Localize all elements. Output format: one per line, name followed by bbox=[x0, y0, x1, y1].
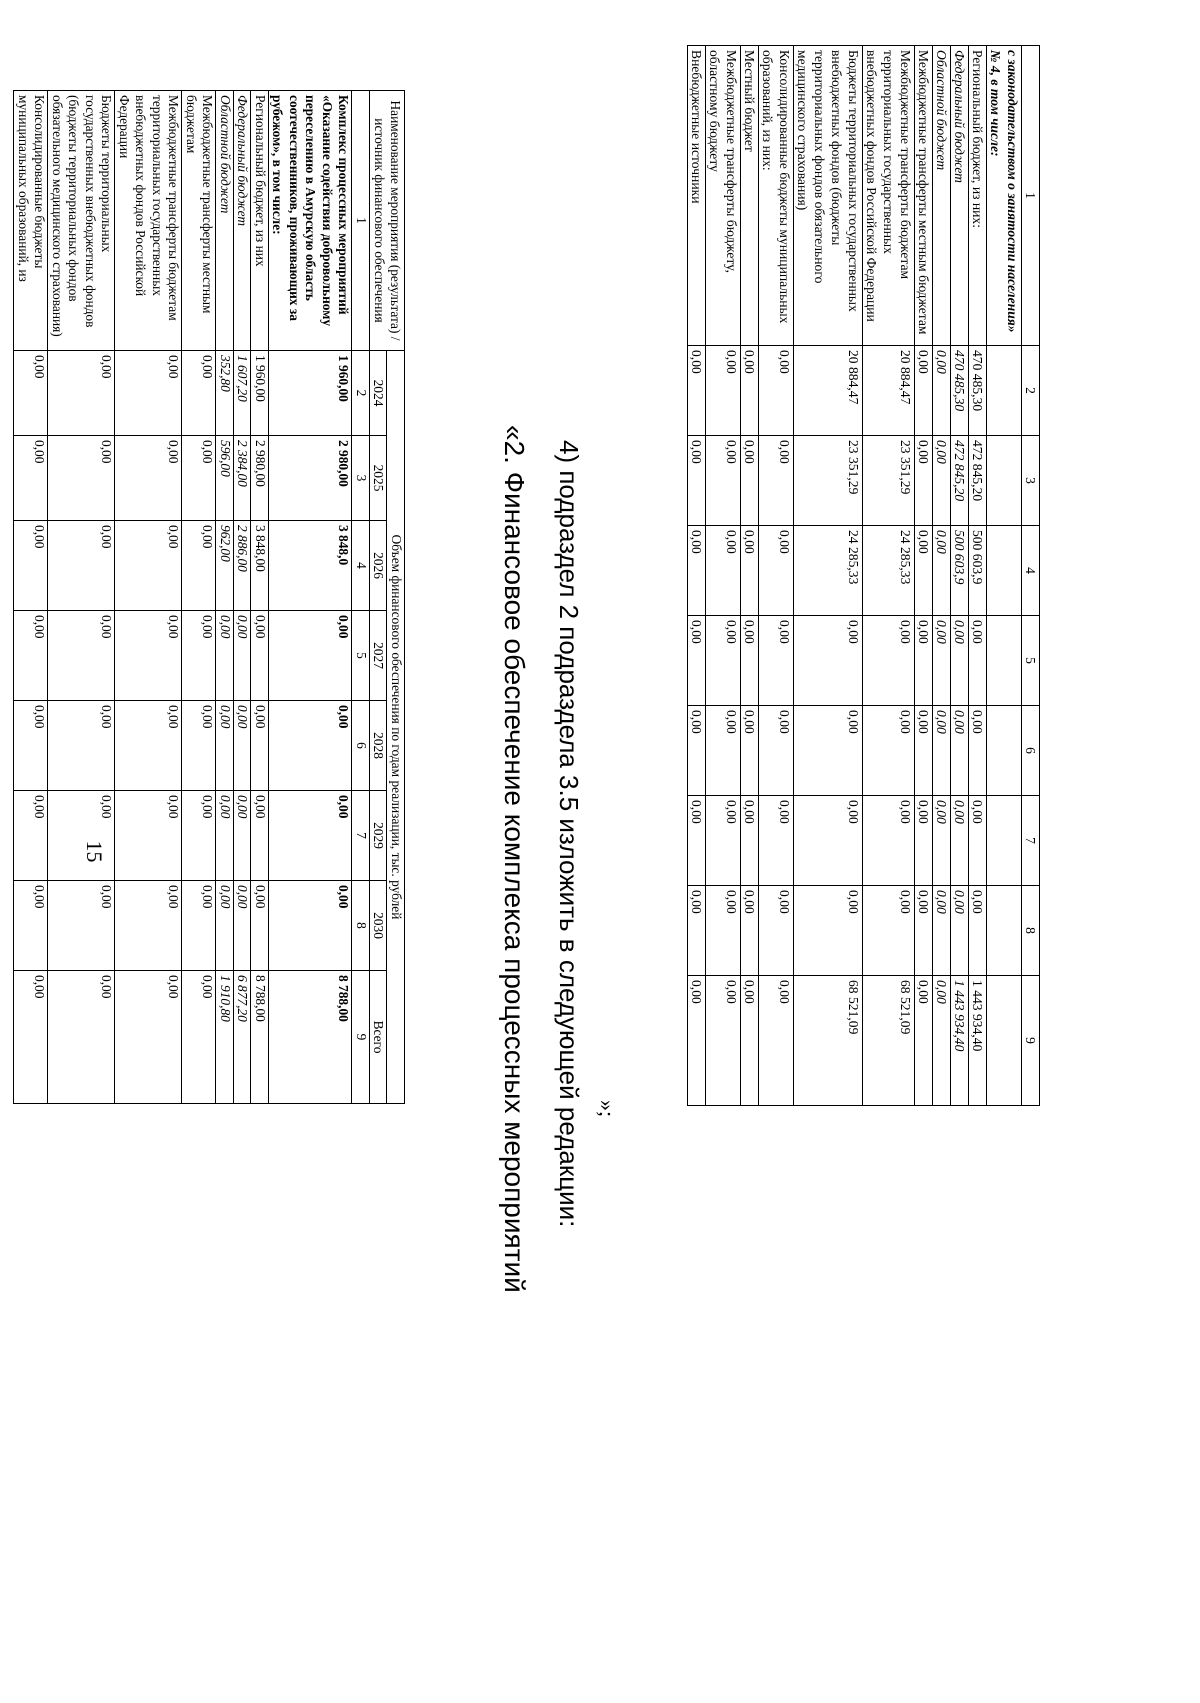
table-row bbox=[741, 46, 759, 1106]
value-cell: 0,00 bbox=[115, 881, 182, 971]
value-cell: 0,00 bbox=[688, 886, 706, 976]
value-cell: 0,00 bbox=[741, 526, 759, 616]
value-cell: 0,00 bbox=[115, 436, 182, 521]
year-header-cell: 2026 bbox=[370, 521, 388, 611]
closing-quote: »; bbox=[595, 1100, 620, 1118]
value-cell: 0,00 bbox=[915, 436, 933, 526]
value-cell: 0,00 bbox=[14, 351, 48, 436]
row-label-cell: Межбюджетные трансферты местным бюджетам bbox=[915, 46, 933, 346]
value-cell: 1 910,80 bbox=[216, 971, 234, 1104]
value-cell: 0,00 bbox=[48, 971, 115, 1104]
column-number-cell: 8 bbox=[352, 881, 370, 971]
value-cell: 0,00 bbox=[933, 526, 951, 616]
value-cell: 0,00 bbox=[969, 616, 987, 706]
section-title: «2. Финансовое обеспечение комплекса процессных мероприятий bbox=[499, 425, 530, 1293]
value-cell: 0,00 bbox=[269, 881, 353, 971]
value-cell: 0,00 bbox=[48, 611, 115, 701]
value-cell: 24 285,33 bbox=[794, 526, 863, 616]
column-number-cell: 1 bbox=[1022, 46, 1040, 346]
value-cell: 2 980,00 bbox=[269, 436, 353, 521]
value-cell: 0,00 bbox=[182, 351, 216, 436]
column-number-cell: 4 bbox=[1022, 526, 1040, 616]
value-cell: 0,00 bbox=[182, 971, 216, 1104]
value-cell: 0,00 bbox=[933, 796, 951, 886]
value-cell: 0,00 bbox=[182, 611, 216, 701]
value-cell: 0,00 bbox=[933, 706, 951, 796]
value-cell: 470 485,30 bbox=[951, 346, 969, 436]
value-cell: 0,00 bbox=[759, 706, 794, 796]
value-cell: 0,00 bbox=[269, 701, 353, 791]
row-label-cell: Областной бюджет bbox=[933, 46, 951, 346]
table-row bbox=[115, 91, 182, 1104]
row-label-cell: Федеральный бюджет bbox=[951, 46, 969, 346]
value-cell: 0,00 bbox=[706, 526, 741, 616]
row-label-cell: Консолидированные бюджеты муниципальных образований, из bbox=[14, 91, 48, 351]
value-cell: 2 886,00 bbox=[234, 521, 252, 611]
row-label-cell: Межбюджетные трансферты местным бюджетам bbox=[182, 91, 216, 351]
value-cell: 0,00 bbox=[48, 881, 115, 971]
value-cell: 0,00 bbox=[759, 796, 794, 886]
column-number-row bbox=[1022, 46, 1040, 1106]
value-cell: 0,00 bbox=[706, 886, 741, 976]
funding-table-continued bbox=[687, 45, 1040, 1106]
value-cell: 0,00 bbox=[706, 616, 741, 706]
value-cell: 3 848,0 bbox=[269, 521, 353, 611]
value-cell: 68 521,09 bbox=[794, 976, 863, 1106]
value-cell: 0,00 bbox=[182, 791, 216, 881]
row-label-cell: Федеральный бюджет bbox=[234, 91, 252, 351]
value-cell: 2 384,00 bbox=[234, 436, 252, 521]
value-cell: 0,00 bbox=[794, 796, 863, 886]
value-cell: 2 980,00 bbox=[251, 436, 269, 521]
value-cell: 0,00 bbox=[933, 886, 951, 976]
value-cell: 0,00 bbox=[759, 346, 794, 436]
value-cell: 0,00 bbox=[951, 706, 969, 796]
value-cell: 0,00 bbox=[688, 616, 706, 706]
year-header-cell: 2024 bbox=[370, 351, 388, 436]
table-row bbox=[269, 91, 353, 1104]
table-row bbox=[863, 46, 915, 1106]
empty-cell bbox=[987, 706, 1022, 796]
value-cell: 0,00 bbox=[688, 976, 706, 1106]
row-label-cell: Внебюджетные источники bbox=[688, 46, 706, 346]
value-cell: 0,00 bbox=[48, 436, 115, 521]
table-row bbox=[234, 91, 252, 1104]
value-cell: 0,00 bbox=[969, 886, 987, 976]
value-cell: 20 884,47 bbox=[794, 346, 863, 436]
column-number-row bbox=[352, 91, 370, 1104]
column-number-cell: 3 bbox=[352, 436, 370, 521]
column-number-cell: 1 bbox=[352, 91, 370, 351]
table-row bbox=[969, 46, 987, 1106]
value-cell: 472 845,20 bbox=[969, 436, 987, 526]
column-number-cell: 5 bbox=[1022, 616, 1040, 706]
value-cell: 0,00 bbox=[915, 526, 933, 616]
table-row bbox=[14, 91, 48, 1104]
column-number-cell: 9 bbox=[352, 971, 370, 1104]
value-cell: 0,00 bbox=[14, 971, 48, 1104]
empty-cell bbox=[987, 886, 1022, 976]
value-cell: 0,00 bbox=[182, 436, 216, 521]
value-cell: 0,00 bbox=[915, 886, 933, 976]
value-cell: 0,00 bbox=[915, 346, 933, 436]
value-cell: 0,00 bbox=[794, 616, 863, 706]
value-cell: 8 788,00 bbox=[251, 971, 269, 1104]
value-cell: 0,00 bbox=[794, 886, 863, 976]
rotated-page bbox=[16, 10, 1180, 1693]
value-cell: 0,00 bbox=[969, 706, 987, 796]
value-cell: 0,00 bbox=[251, 791, 269, 881]
value-cell: 24 285,33 bbox=[863, 526, 915, 616]
volume-header-cell: Объем финансового обеспечения по годам реализации, тыс. рублей bbox=[387, 351, 405, 1104]
value-cell: 1 443 934,40 bbox=[969, 976, 987, 1106]
value-cell: 0,00 bbox=[14, 701, 48, 791]
value-cell: 1 443 934,40 bbox=[951, 976, 969, 1106]
column-number-cell: 9 bbox=[1022, 976, 1040, 1106]
value-cell: 0,00 bbox=[251, 701, 269, 791]
empty-cell bbox=[987, 616, 1022, 706]
value-cell: 0,00 bbox=[688, 796, 706, 886]
empty-cell bbox=[987, 976, 1022, 1106]
value-cell: 0,00 bbox=[115, 521, 182, 611]
value-cell: 0,00 bbox=[269, 791, 353, 881]
row-label-cell: Бюджеты территориальных государственных внебюджетных фондов (бюджеты территориальных фондов обязательного медицинского страхования) bbox=[48, 91, 115, 351]
value-cell: 0,00 bbox=[759, 976, 794, 1106]
column-number-cell: 7 bbox=[352, 791, 370, 881]
value-cell: 0,00 bbox=[234, 611, 252, 701]
value-cell: 0,00 bbox=[115, 701, 182, 791]
row-label-cell: Областной бюджет bbox=[216, 91, 234, 351]
value-cell: 0,00 bbox=[969, 796, 987, 886]
column-number-cell: 3 bbox=[1022, 436, 1040, 526]
value-cell: 0,00 bbox=[933, 346, 951, 436]
value-cell: 0,00 bbox=[706, 976, 741, 1106]
value-cell: 0,00 bbox=[182, 701, 216, 791]
value-cell: 0,00 bbox=[863, 886, 915, 976]
value-cell: 0,00 bbox=[741, 976, 759, 1106]
value-cell: 0,00 bbox=[115, 611, 182, 701]
value-cell: 0,00 bbox=[915, 976, 933, 1106]
empty-cell bbox=[987, 346, 1022, 436]
table-row bbox=[933, 46, 951, 1106]
table-row bbox=[794, 46, 863, 1106]
value-cell: 0,00 bbox=[216, 611, 234, 701]
value-cell: 0,00 bbox=[182, 521, 216, 611]
table-row bbox=[987, 46, 1022, 1106]
empty-cell bbox=[987, 796, 1022, 886]
value-cell: 3 848,00 bbox=[251, 521, 269, 611]
value-cell: 500 603,9 bbox=[969, 526, 987, 616]
row-label-cell: Межбюджетные трансферты бюджету, областному бюджету bbox=[706, 46, 741, 346]
value-cell: 962,00 bbox=[216, 521, 234, 611]
process-measures-funding-table bbox=[14, 90, 406, 1104]
year-header-cell: 2028 bbox=[370, 701, 388, 791]
value-cell: 0,00 bbox=[741, 886, 759, 976]
value-cell: 0,00 bbox=[951, 886, 969, 976]
row-label-cell: Местный бюджет bbox=[741, 46, 759, 346]
value-cell: 0,00 bbox=[115, 971, 182, 1104]
value-cell: 470 485,30 bbox=[969, 346, 987, 436]
value-cell: 0,00 bbox=[234, 881, 252, 971]
table-row bbox=[182, 91, 216, 1104]
value-cell: 0,00 bbox=[951, 796, 969, 886]
value-cell: 0,00 bbox=[251, 611, 269, 701]
row-label-cell: Межбюджетные трансферты бюджетам территориальных государственных внебюджетных фондов Российской Федерации bbox=[115, 91, 182, 351]
value-cell: 0,00 bbox=[951, 616, 969, 706]
value-cell: 472 845,20 bbox=[951, 436, 969, 526]
year-header-cell: 2029 bbox=[370, 791, 388, 881]
value-cell: 23 351,29 bbox=[863, 436, 915, 526]
table-row bbox=[915, 46, 933, 1106]
row-label-cell: Региональный бюджет, из них: bbox=[969, 46, 987, 346]
table-row bbox=[216, 91, 234, 1104]
value-cell: 0,00 bbox=[688, 706, 706, 796]
column-number-cell: 5 bbox=[352, 611, 370, 701]
column-number-cell: 4 bbox=[352, 521, 370, 611]
value-cell: 0,00 bbox=[269, 611, 353, 701]
table-row bbox=[759, 46, 794, 1106]
value-cell: 1 960,00 bbox=[251, 351, 269, 436]
value-cell: 8 788,00 bbox=[269, 971, 353, 1104]
value-cell: 0,00 bbox=[115, 351, 182, 436]
value-cell: 0,00 bbox=[915, 616, 933, 706]
value-cell: 0,00 bbox=[741, 706, 759, 796]
value-cell: 0,00 bbox=[688, 436, 706, 526]
value-cell: 0,00 bbox=[706, 796, 741, 886]
value-cell: 0,00 bbox=[234, 701, 252, 791]
value-cell: 0,00 bbox=[915, 796, 933, 886]
value-cell: 0,00 bbox=[741, 616, 759, 706]
value-cell: 596,00 bbox=[216, 436, 234, 521]
value-cell: 0,00 bbox=[759, 616, 794, 706]
value-cell: 6 877,20 bbox=[234, 971, 252, 1104]
value-cell: 1 960,00 bbox=[269, 351, 353, 436]
empty-cell bbox=[987, 436, 1022, 526]
column-number-cell: 6 bbox=[1022, 706, 1040, 796]
value-cell: 500 603,9 bbox=[951, 526, 969, 616]
empty-cell bbox=[987, 526, 1022, 616]
value-cell: 0,00 bbox=[251, 881, 269, 971]
value-cell: 20 884,47 bbox=[863, 346, 915, 436]
value-cell: 68 521,09 bbox=[863, 976, 915, 1106]
header-row bbox=[387, 91, 405, 1104]
value-cell: 0,00 bbox=[706, 706, 741, 796]
value-cell: 0,00 bbox=[216, 791, 234, 881]
column-number-cell: 8 bbox=[1022, 886, 1040, 976]
column-number-cell: 6 bbox=[352, 701, 370, 791]
column-number-cell: 2 bbox=[352, 351, 370, 436]
value-cell: 0,00 bbox=[741, 436, 759, 526]
value-cell: 0,00 bbox=[706, 346, 741, 436]
value-cell: 0,00 bbox=[759, 526, 794, 616]
table-row bbox=[688, 46, 706, 1106]
year-header-cell: 2027 bbox=[370, 611, 388, 701]
value-cell: 0,00 bbox=[933, 436, 951, 526]
value-cell: 0,00 bbox=[48, 521, 115, 611]
value-cell: 0,00 bbox=[216, 701, 234, 791]
name-header-cell: Наименование мероприятия (результата) / источник финансового обеспечения bbox=[370, 91, 405, 351]
value-cell: 1 607,20 bbox=[234, 351, 252, 436]
value-cell: 0,00 bbox=[863, 616, 915, 706]
value-cell: 0,00 bbox=[933, 616, 951, 706]
value-cell: 0,00 bbox=[759, 886, 794, 976]
value-cell: 0,00 bbox=[706, 436, 741, 526]
value-cell: 0,00 bbox=[794, 706, 863, 796]
year-header-cell: 2025 bbox=[370, 436, 388, 521]
value-cell: 0,00 bbox=[863, 796, 915, 886]
row-label-cell: Комплекс процессных мероприятий «Оказание содействия добровольному переселению в Амурскую область соотечественников, проживающих за рубежом», в том числе: bbox=[269, 91, 353, 351]
value-cell: 0,00 bbox=[48, 791, 115, 881]
value-cell: 0,00 bbox=[863, 706, 915, 796]
value-cell: 0,00 bbox=[48, 351, 115, 436]
value-cell: 0,00 bbox=[48, 701, 115, 791]
value-cell: 0,00 bbox=[115, 791, 182, 881]
row-label-cell: Межбюджетные трансферты бюджетам территориальных государственных внебюджетных фондов Российской Федерации bbox=[863, 46, 915, 346]
value-cell: 0,00 bbox=[182, 881, 216, 971]
value-cell: 0,00 bbox=[14, 791, 48, 881]
value-cell: 0,00 bbox=[234, 791, 252, 881]
value-cell: 0,00 bbox=[14, 881, 48, 971]
value-cell: 0,00 bbox=[933, 976, 951, 1106]
year-header-cell: Всего bbox=[370, 971, 388, 1104]
row-label-cell: Региональный бюджет, из них bbox=[251, 91, 269, 351]
column-number-cell: 2 bbox=[1022, 346, 1040, 436]
value-cell: 352,80 bbox=[216, 351, 234, 436]
table-row bbox=[706, 46, 741, 1106]
value-cell: 0,00 bbox=[14, 436, 48, 521]
value-cell: 0,00 bbox=[915, 706, 933, 796]
value-cell: 0,00 bbox=[688, 346, 706, 436]
table-row bbox=[251, 91, 269, 1104]
value-cell: 0,00 bbox=[741, 346, 759, 436]
row-label-cell: Консолидированные бюджеты муниципальных образований, из них: bbox=[759, 46, 794, 346]
row-label-cell: Бюджеты территориальных государственных внебюджетных фондов (бюджеты территориальных фондов обязательного медицинского страхования) bbox=[794, 46, 863, 346]
table-row bbox=[951, 46, 969, 1106]
value-cell: 0,00 bbox=[688, 526, 706, 616]
amendment-instruction: 4) подраздел 2 подраздела 3.5 изложить в следующей редакции: bbox=[554, 440, 584, 1228]
column-number-cell: 7 bbox=[1022, 796, 1040, 886]
year-header-cell: 2030 bbox=[370, 881, 388, 971]
value-cell: 0,00 bbox=[14, 611, 48, 701]
value-cell: 0,00 bbox=[759, 436, 794, 526]
value-cell: 0,00 bbox=[741, 796, 759, 886]
value-cell: 0,00 bbox=[216, 881, 234, 971]
row-title-cell: с законодательством о занятости населения» № 4, в том числе: bbox=[987, 46, 1022, 346]
page-number: 15 bbox=[82, 840, 107, 863]
value-cell: 23 351,29 bbox=[794, 436, 863, 526]
value-cell: 0,00 bbox=[14, 521, 48, 611]
